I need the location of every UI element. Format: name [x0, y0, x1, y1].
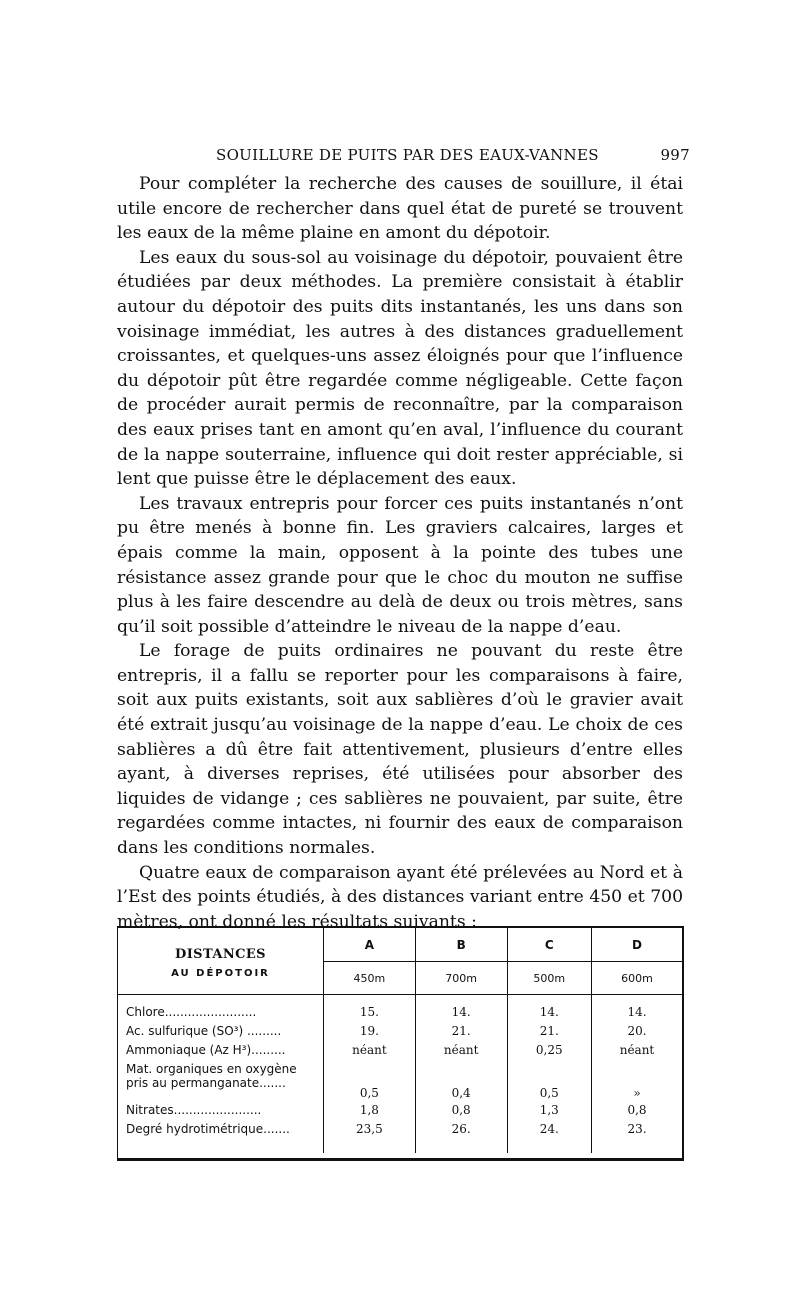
- row-label: [118, 1062, 324, 1103]
- results-table: [117, 926, 684, 1161]
- table-cell: 0,25: [507, 1043, 591, 1062]
- table-cell: 15.: [324, 1005, 416, 1024]
- paragraph-2: Les eaux du sous-sol au voisinage du dépotoir, pouvaient être étudiées par deux méthodes. La première consistait à établir autour du dépotoir des puits dits instantanés, les uns dans son voisinage immédiat, les autres à des distances graduellement croissantes, et quelques-uns assez éloignés pour que l’influence du dépotoir pût être regardée comme négligeable. Cette façon de procéder aurait permis de reconnaître, par la comparaison des eaux prises tant en amont qu’en aval, l’influence du courant de la nappe souterraine, influence qui doit rester appréciable, si lent que puisse être le déplacement des eaux.: [117, 247, 683, 490]
- page-number: 997: [660, 146, 690, 164]
- table-cell: 26.: [415, 1122, 507, 1141]
- table-cell: 14.: [415, 1005, 507, 1024]
- table-cell: 0,5: [507, 1062, 591, 1103]
- column-header-b: B: [415, 928, 507, 962]
- body-text: [117, 172, 683, 934]
- paragraph-3: Les travaux entrepris pour forcer ces puits instantanés n’ont pu être menés à bonne fin. Les graviers calcaires, larges et épais comme la main, opposent à la pointe des tubes une résistance assez grande pour que le choc du mouton ne suffise plus à les faire descendre au delà de deux ou trois mètres, sans qu’il soit possible d’atteindre le niveau de la nappe d’eau.: [117, 493, 683, 637]
- table-cell: néant: [619, 1043, 655, 1057]
- column-header-a: A: [324, 928, 416, 962]
- distances-header-line2: AU DÉPOTOIR: [171, 968, 270, 979]
- row-label-line2: pris au permanganate.......: [126, 1076, 286, 1090]
- table-row: [118, 1122, 682, 1141]
- table-cell: 21.: [415, 1024, 507, 1043]
- table-cell: 1,8: [324, 1103, 416, 1122]
- column-distance-d: 600m: [592, 962, 683, 995]
- paragraph-5: Quatre eaux de comparaison ayant été prélevées au Nord et à l’Est des points étudiés, à des distances variant entre 450 et 700 mètres, ont donné les résultats suivants :: [117, 862, 683, 932]
- table-cell: 21.: [507, 1024, 591, 1043]
- table-row: [118, 1043, 682, 1062]
- table-cell: »: [633, 1086, 641, 1100]
- table-row: [118, 1024, 682, 1043]
- table-cell: 19.: [324, 1024, 416, 1043]
- table-cell: 23,5: [324, 1122, 416, 1141]
- table-cell: 23.: [627, 1122, 647, 1136]
- paragraph-4: Le forage de puits ordinaires ne pouvant du reste être entrepris, il a fallu se reporter pour les comparaisons à faire, soit aux puits existants, soit aux sablières d’où le gravier avait été extrait jusqu’au voisinage de la nappe d’eau. Le choix de ces sablières a dû être fait attentivement, plusieurs d’entre elles ayant, à diverses reprises, été utilisées pour absorber des liquides de vidange ; ces sablières ne pouvaient, par suite, être regardées comme intactes, ni fournir des eaux de comparaison dans les conditions normales.: [117, 641, 683, 859]
- column-distance-b: 700m: [415, 962, 507, 995]
- row-label: Nitrates.......................: [118, 1103, 324, 1122]
- running-header: [190, 146, 690, 168]
- table-cell: 14.: [507, 1005, 591, 1024]
- row-label: Degré hydrotimétrique.......: [118, 1122, 324, 1141]
- column-header-c: C: [507, 928, 591, 962]
- column-header-d: D: [592, 928, 683, 962]
- row-label-line1: Mat. organiques en oxygène: [126, 1062, 297, 1076]
- table-cell: 0,4: [415, 1062, 507, 1103]
- row-label: Ammoniaque (Az H³).........: [118, 1043, 324, 1062]
- row-label: Chlore........................: [118, 1005, 324, 1024]
- table-cell: néant: [324, 1043, 416, 1062]
- row-label: Ac. sulfurique (SO³) .........: [118, 1024, 324, 1043]
- table-row: [118, 1005, 682, 1024]
- column-distance-a: 450m: [324, 962, 416, 995]
- table-cell: 20.: [627, 1024, 647, 1038]
- table-cell: 0,8: [415, 1103, 507, 1122]
- table-row: [118, 1103, 682, 1122]
- column-distance-c: 500m: [507, 962, 591, 995]
- distances-header-line1: DISTANCES: [175, 947, 266, 962]
- table-row: [118, 1062, 682, 1103]
- table-cell: néant: [415, 1043, 507, 1062]
- table-cell: 14.: [627, 1005, 647, 1019]
- table-cell: 0,8: [627, 1103, 647, 1117]
- table-cell: 24.: [507, 1122, 591, 1141]
- results-table-grid: [118, 928, 682, 1153]
- table-cell: 0,5: [324, 1062, 416, 1103]
- paragraph-1: Pour compléter la recherche des causes de souillure, il étai utile encore de rechercher dans quel état de pureté se trouvent les eaux de la même plaine en amont du dépotoir.: [117, 174, 683, 244]
- table-cell: 1,3: [507, 1103, 591, 1122]
- running-title: SOUILLURE DE PUITS PAR DES EAUX-VANNES: [216, 146, 599, 164]
- distances-header: [118, 928, 324, 995]
